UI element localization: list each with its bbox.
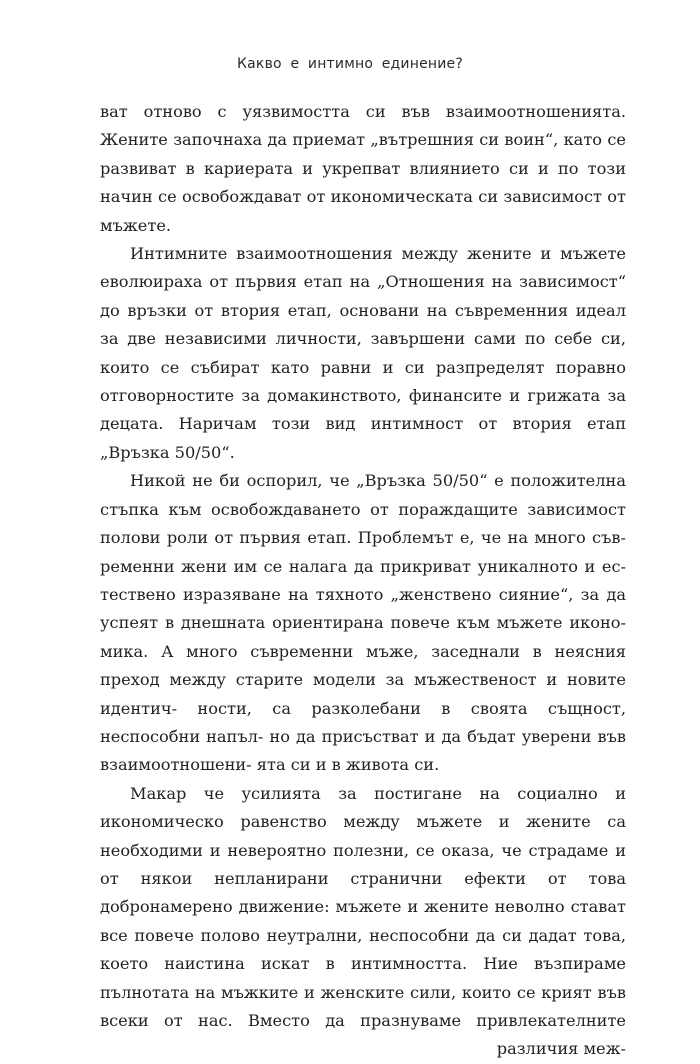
- running-header: Какво е интимно единение?: [237, 56, 463, 72]
- paragraph-4: Макар че усилията за постигане на социално и икономическо равенство между мъжете и жените са необходими и невероятно полезни, се оказа, че страдаме и от някои непланирани странични ефекти от това добронамерено движение: мъжете и жените неволно стават все повече полово неутрални, неспособни да си дадат това, което наистина искат в интимността. Ние възпираме пълнотата на мъжките и женските сили, които се крият във всеки от нас. Вместо да празнуваме привлекателните различия меж-: [100, 783, 626, 1059]
- paragraph-2: Интимните взаимоотношения между жените и мъжете еволюираха от първия етап на „Отношения на зависимост“ до връзки от втория етап, основани на съвременния идеал за две независими личности, завършени сами по себе си, които се събират като равни и си разпределят поравно отговорностите за домакинството, финансите и грижата за децата. Наричам този вид интимност от втория етап „Връзка 50/50“.: [100, 244, 626, 462]
- paragraph-3: Никой не би оспорил, че „Връзка 50/50“ е положителна стъпка към освобождаването от пораждащите зависимост полови роли от първия етап. Проблемът е, че на много съв- ременни жени им се налага да прикриват уникалното и ес- тествено изразяване на тяхното „женствено сияние“, за да успеят в днешната ориентирана повече към мъжете иконо- мика. А много съвременни мъже, заседнали в неясния преход между старите модели за мъжественост и новите идентич- ности, са разколебани в своята същност, неспособни напъл- но да присъстват и да бъдат уверени във взаимоотношени- ята си и в живота си.: [100, 471, 626, 775]
- body-text: [100, 98, 626, 1064]
- paragraph-1: ват отново с уязвимостта си във взаимоотношенията. Жените започнаха да приемат „вътрешния си воин“, като се развиват в кариерата и укрепват влиянието си и по този начин се освобождават от икономическата си зависимост от мъжете.: [100, 102, 626, 235]
